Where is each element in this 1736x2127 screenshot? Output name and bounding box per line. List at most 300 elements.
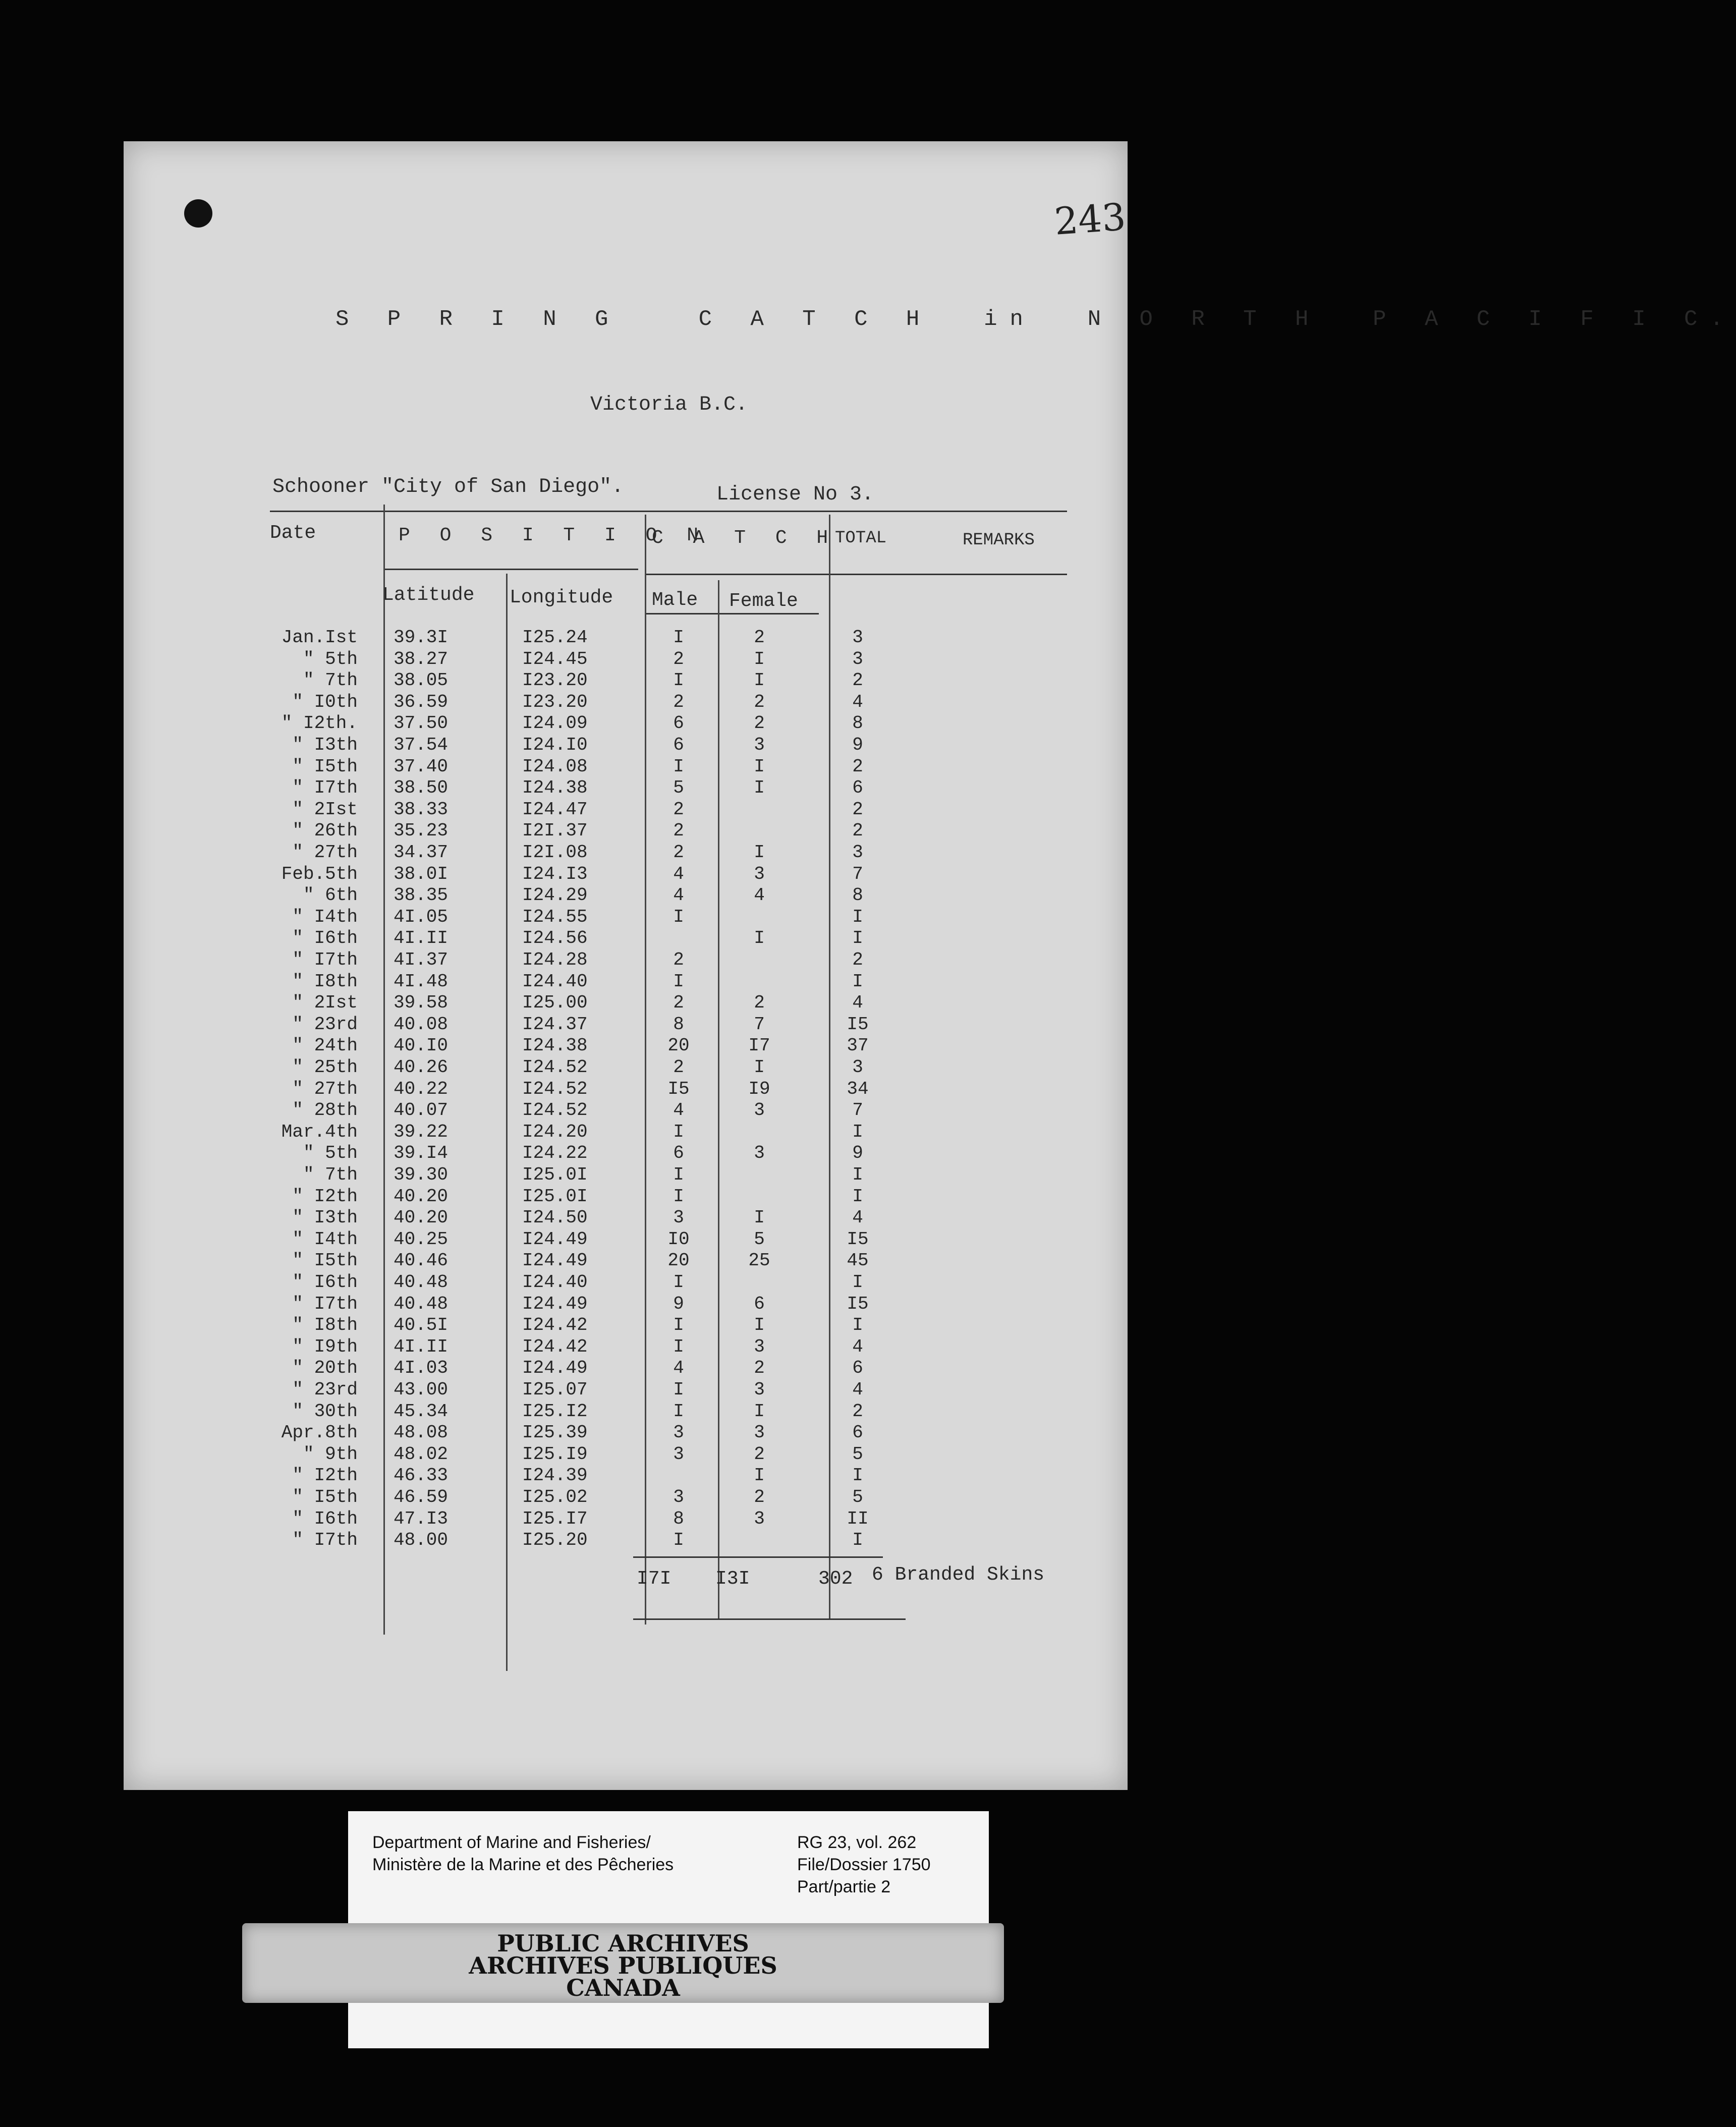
longitude-cell: I23.20 — [522, 691, 588, 712]
date-cell: " 5th — [303, 648, 358, 669]
female-cell: I — [754, 1401, 765, 1422]
total-cell: 8 — [852, 713, 863, 734]
female-cell: 3 — [754, 1508, 765, 1529]
latitude-cell: 40.22 — [394, 1078, 449, 1099]
date-cell: " I7th — [292, 1293, 358, 1314]
male-cell: 8 — [673, 1014, 684, 1035]
longitude-cell: I25.07 — [522, 1379, 588, 1400]
female-cell: 7 — [754, 1014, 765, 1035]
female-cell: 3 — [754, 735, 765, 755]
male-cell: I — [673, 627, 684, 648]
date-cell: " 30th — [292, 1401, 358, 1422]
female-cell: 2 — [754, 691, 765, 712]
latitude-cell: 38.35 — [394, 885, 449, 906]
latitude-cell: 40.I0 — [394, 1035, 449, 1056]
date-cell: " 7th — [303, 670, 358, 691]
male-cell: I — [673, 1186, 684, 1207]
longitude-cell: I24.38 — [522, 777, 588, 799]
table-row — [0, 1272, 1283, 1293]
stamp-line-1: PUBLIC ARCHIVES — [497, 1930, 749, 1957]
longitude-cell: I25.0I — [522, 1164, 588, 1185]
date-cell: " I6th — [292, 928, 358, 949]
male-cell: 5 — [673, 777, 684, 799]
male-cell: 3 — [673, 1422, 684, 1443]
longitude-cell: I2I.08 — [522, 842, 588, 863]
female-cell: 5 — [754, 1228, 765, 1250]
date-cell: " 6th — [303, 885, 358, 906]
male-cell: I — [673, 1121, 684, 1142]
male-cell: 4 — [673, 885, 684, 906]
date-cell: " I5th — [292, 1487, 358, 1507]
female-cell: I — [754, 777, 765, 799]
longitude-cell: I24.40 — [522, 971, 588, 992]
female-cell: I — [754, 1465, 765, 1486]
table-row — [0, 842, 1283, 863]
total-remarks: 6 Branded Skins — [872, 1564, 1045, 1586]
total-cell: 4 — [852, 992, 863, 1014]
longitude-cell: I24.42 — [522, 1315, 588, 1336]
part-number: Part/partie 2 — [797, 1877, 891, 1896]
latitude-cell: 45.34 — [394, 1401, 449, 1422]
longitude-cell: I24.52 — [522, 1057, 588, 1078]
latitude-cell: 48.00 — [394, 1530, 449, 1551]
date-cell: " I5th — [292, 756, 358, 777]
header-male: Male — [652, 589, 698, 611]
total-cell: I5 — [847, 1228, 869, 1250]
total-cell: 2 — [852, 949, 863, 970]
latitude-cell: 39.30 — [394, 1164, 449, 1185]
latitude-cell: 40.5I — [394, 1315, 449, 1336]
date-cell: " 23rd — [292, 1379, 358, 1400]
date-cell: " I8th — [292, 971, 358, 992]
total-cell: 3 — [852, 1057, 863, 1078]
female-cell: 2 — [754, 627, 765, 648]
female-cell: I — [754, 1207, 765, 1228]
female-cell: I — [754, 842, 765, 863]
longitude-cell: I2I.37 — [522, 820, 588, 842]
female-cell: 2 — [754, 713, 765, 734]
date-cell: " 26th — [292, 820, 358, 842]
header-date: Date — [270, 522, 316, 544]
total-cell: 37 — [847, 1035, 869, 1056]
table-row — [0, 1122, 1283, 1143]
total-cell: 4 — [852, 1207, 863, 1228]
latitude-cell: 38.33 — [394, 799, 449, 820]
female-cell: I — [754, 670, 765, 691]
latitude-cell: 40.48 — [394, 1272, 449, 1293]
male-cell: 9 — [673, 1293, 684, 1314]
table-row — [0, 756, 1283, 777]
latitude-cell: 40.26 — [394, 1057, 449, 1078]
header-catch: C A T C H — [652, 527, 837, 549]
male-cell: 2 — [673, 1057, 684, 1078]
longitude-cell: I25.I7 — [522, 1508, 588, 1529]
total-cell: I — [852, 1315, 863, 1336]
latitude-cell: 39.3I — [394, 627, 449, 648]
file-number: File/Dossier 1750 — [797, 1855, 931, 1874]
subheader-rule-catch — [645, 574, 1067, 575]
total-cell: 2 — [852, 670, 863, 691]
male-cell: 4 — [673, 1100, 684, 1121]
latitude-cell: 4I.37 — [394, 949, 449, 970]
longitude-cell: I25.0I — [522, 1186, 588, 1207]
female-cell: 3 — [754, 1379, 765, 1400]
total-cell: 3 — [852, 648, 863, 669]
total-cell: I — [852, 1530, 863, 1551]
total-cell: 4 — [852, 1336, 863, 1357]
male-cell: 2 — [673, 820, 684, 842]
place-line: Victoria B.C. — [590, 394, 748, 416]
latitude-cell: 46.59 — [394, 1487, 449, 1507]
female-cell: 25 — [748, 1250, 770, 1271]
longitude-cell: I24.49 — [522, 1358, 588, 1379]
latitude-cell: 38.05 — [394, 670, 449, 691]
longitude-cell: I23.20 — [522, 670, 588, 691]
stamp-line-2: ARCHIVES PUBLIQUES — [469, 1952, 777, 1979]
total-cell: 4 — [852, 691, 863, 712]
department-fr: Ministère de la Marine et des Pêcheries — [372, 1855, 674, 1874]
longitude-cell: I24.52 — [522, 1078, 588, 1099]
punch-hole — [184, 199, 212, 228]
date-cell: " I3th — [292, 735, 358, 755]
total-cell: 2 — [852, 756, 863, 777]
table-row — [0, 1336, 1283, 1358]
table-row — [0, 1358, 1283, 1379]
table-row — [0, 949, 1283, 971]
longitude-cell: I25.00 — [522, 992, 588, 1014]
longitude-cell: I24.42 — [522, 1336, 588, 1357]
male-cell: 2 — [673, 799, 684, 820]
table-row — [0, 820, 1283, 842]
table-top-rule — [270, 511, 1067, 512]
female-cell: 2 — [754, 1358, 765, 1379]
latitude-cell: 37.54 — [394, 735, 449, 755]
longitude-cell: I24.39 — [522, 1465, 588, 1486]
table-row — [0, 1465, 1283, 1486]
date-cell: " I4th — [292, 1228, 358, 1250]
latitude-cell: 34.37 — [394, 842, 449, 863]
latitude-cell: 40.07 — [394, 1100, 449, 1121]
male-cell: I — [673, 1401, 684, 1422]
latitude-cell: 46.33 — [394, 1465, 449, 1486]
female-cell: I — [754, 1315, 765, 1336]
male-cell: I — [673, 1530, 684, 1551]
longitude-cell: I24.50 — [522, 1207, 588, 1228]
total-cell: 6 — [852, 777, 863, 799]
longitude-cell: I25.39 — [522, 1422, 588, 1443]
latitude-cell: 39.58 — [394, 992, 449, 1014]
table-row — [0, 928, 1283, 949]
male-cell: I5 — [667, 1078, 690, 1099]
table-row — [0, 1164, 1283, 1186]
male-cell: 6 — [673, 1143, 684, 1164]
longitude-cell: I25.20 — [522, 1530, 588, 1551]
total-cell: 2 — [852, 1401, 863, 1422]
longitude-cell: I24.29 — [522, 885, 588, 906]
male-cell: I — [673, 1164, 684, 1185]
female-cell: 2 — [754, 1487, 765, 1507]
department-en: Department of Marine and Fisheries/ — [372, 1833, 651, 1852]
date-cell: " I8th — [292, 1315, 358, 1336]
record-group: RG 23, vol. 262 — [797, 1833, 917, 1852]
male-cell: 4 — [673, 863, 684, 884]
latitude-cell: 4I.48 — [394, 971, 449, 992]
male-cell: I — [673, 906, 684, 927]
table-row — [0, 885, 1283, 906]
table-row — [0, 670, 1283, 691]
total-cell: I — [852, 1465, 863, 1486]
date-cell: " I5th — [292, 1250, 358, 1271]
longitude-cell: I24.28 — [522, 949, 588, 970]
table-row — [0, 713, 1283, 734]
table-row — [0, 1294, 1283, 1315]
table-row — [0, 1100, 1283, 1121]
female-cell: I — [754, 648, 765, 669]
total-cell: 7 — [852, 863, 863, 884]
total-cell: 5 — [852, 1487, 863, 1507]
longitude-cell: I24.40 — [522, 1272, 588, 1293]
date-cell: " 27th — [292, 1078, 358, 1099]
longitude-cell: I25.02 — [522, 1487, 588, 1507]
date-cell: " I6th — [292, 1508, 358, 1529]
total-cell: I — [852, 1272, 863, 1293]
header-position: P O S I T I O N — [399, 525, 708, 546]
date-cell: " 2Ist — [292, 992, 358, 1014]
table-row — [0, 1508, 1283, 1530]
male-cell: 3 — [673, 1443, 684, 1465]
longitude-cell: I24.49 — [522, 1250, 588, 1271]
date-cell: " 23rd — [292, 1014, 358, 1035]
subheader-rule-position — [383, 569, 638, 570]
total-cell: 9 — [852, 1143, 863, 1164]
total-cell: 4 — [852, 1379, 863, 1400]
latitude-cell: 47.I3 — [394, 1508, 449, 1529]
longitude-cell: I25.I9 — [522, 1443, 588, 1465]
latitude-cell: 39.22 — [394, 1121, 449, 1142]
longitude-cell: I24.49 — [522, 1228, 588, 1250]
table-row — [0, 1079, 1283, 1100]
date-cell: " I4th — [292, 906, 358, 927]
date-cell: " 7th — [303, 1164, 358, 1185]
female-cell: I9 — [748, 1078, 770, 1099]
female-cell: 3 — [754, 863, 765, 884]
male-cell: I — [673, 1336, 684, 1357]
latitude-cell: 37.50 — [394, 713, 449, 734]
total-cell: I5 — [847, 1293, 869, 1314]
table-row — [0, 1315, 1283, 1336]
total-cell: 9 — [852, 735, 863, 755]
date-cell: Jan.Ist — [281, 627, 358, 648]
longitude-cell: I24.49 — [522, 1293, 588, 1314]
female-cell: 2 — [754, 1443, 765, 1465]
latitude-cell: 37.40 — [394, 756, 449, 777]
date-cell: " 5th — [303, 1143, 358, 1164]
table-row — [0, 1379, 1283, 1401]
date-cell: " I0th — [292, 691, 358, 712]
totals-top-rule — [633, 1556, 883, 1558]
male-cell: I — [673, 1379, 684, 1400]
female-cell: I — [754, 928, 765, 949]
date-cell: Feb.5th — [281, 863, 358, 884]
longitude-cell: I24.38 — [522, 1035, 588, 1056]
male-cell: I0 — [667, 1228, 690, 1250]
total-cell: I — [852, 1164, 863, 1185]
table-row — [0, 1444, 1283, 1465]
table-row — [0, 1250, 1283, 1271]
latitude-cell: 40.48 — [394, 1293, 449, 1314]
table-row — [0, 1143, 1283, 1164]
header-total: TOTAL — [835, 529, 887, 548]
total-cell: I — [852, 928, 863, 949]
catch-under-rule — [645, 613, 819, 614]
latitude-cell: 38.50 — [394, 777, 449, 799]
date-cell: " 28th — [292, 1100, 358, 1121]
female-cell: 3 — [754, 1143, 765, 1164]
total-cell: I — [852, 1186, 863, 1207]
longitude-cell: I24.08 — [522, 756, 588, 777]
latitude-cell: 40.08 — [394, 1014, 449, 1035]
total-cell: I — [852, 1121, 863, 1142]
male-cell: 20 — [667, 1250, 690, 1271]
table-row — [0, 692, 1283, 713]
longitude-cell: I25.24 — [522, 627, 588, 648]
date-cell: Mar.4th — [281, 1121, 358, 1142]
date-cell: " I7th — [292, 1530, 358, 1551]
male-cell: 2 — [673, 691, 684, 712]
total-cell: 3 — [852, 842, 863, 863]
total-cell: I — [852, 906, 863, 927]
header-female: Female — [729, 590, 798, 612]
latitude-cell: 40.20 — [394, 1186, 449, 1207]
male-cell: 3 — [673, 1487, 684, 1507]
total-cell: 6 — [852, 1422, 863, 1443]
longitude-cell: I24.I0 — [522, 735, 588, 755]
date-cell: " I3th — [292, 1207, 358, 1228]
table-row — [0, 992, 1283, 1014]
table-row — [0, 1035, 1283, 1056]
total-cell: 6 — [852, 1358, 863, 1379]
schooner-name: Schooner "City of San Diego". — [272, 476, 624, 498]
table-row — [0, 907, 1283, 928]
longitude-cell: I24.47 — [522, 799, 588, 820]
total-cell: 2 — [852, 820, 863, 842]
total-cell: 3 — [852, 627, 863, 648]
date-cell: " I2th — [292, 1465, 358, 1486]
header-latitude: Latitude — [382, 584, 475, 606]
longitude-cell: I24.09 — [522, 713, 588, 734]
latitude-cell: 39.I4 — [394, 1143, 449, 1164]
archive-department — [372, 1831, 674, 1876]
latitude-cell: 40.20 — [394, 1207, 449, 1228]
male-cell: 20 — [667, 1035, 690, 1056]
total-female: I3I — [715, 1568, 750, 1590]
latitude-cell: 36.59 — [394, 691, 449, 712]
longitude-cell: I25.I2 — [522, 1401, 588, 1422]
total-grand: 302 — [818, 1568, 853, 1590]
male-cell: 2 — [673, 842, 684, 863]
male-cell: I — [673, 756, 684, 777]
latitude-cell: 4I.II — [394, 1336, 449, 1357]
latitude-cell: 38.27 — [394, 648, 449, 669]
longitude-cell: I24.22 — [522, 1143, 588, 1164]
table-row — [0, 1401, 1283, 1422]
female-cell: 4 — [754, 885, 765, 906]
date-cell: " I9th — [292, 1336, 358, 1357]
table-row — [0, 1422, 1283, 1443]
table-row — [0, 777, 1283, 799]
longitude-cell: I24.20 — [522, 1121, 588, 1142]
date-cell: " I7th — [292, 777, 358, 799]
longitude-cell: I24.I3 — [522, 863, 588, 884]
total-cell: 5 — [852, 1443, 863, 1465]
table-row — [0, 971, 1283, 992]
date-cell: " 24th — [292, 1035, 358, 1056]
date-cell: " I2th. — [281, 713, 358, 734]
latitude-cell: 40.25 — [394, 1228, 449, 1250]
female-cell: 3 — [754, 1100, 765, 1121]
table-row — [0, 649, 1283, 670]
latitude-cell: 4I.II — [394, 928, 449, 949]
latitude-cell: 35.23 — [394, 820, 449, 842]
male-cell: 2 — [673, 949, 684, 970]
longitude-cell: I24.55 — [522, 906, 588, 927]
latitude-cell: 43.00 — [394, 1379, 449, 1400]
date-cell: " 9th — [303, 1443, 358, 1465]
latitude-cell: 38.0I — [394, 863, 449, 884]
longitude-cell: I24.45 — [522, 648, 588, 669]
table-row — [0, 799, 1283, 820]
female-cell: 2 — [754, 992, 765, 1014]
date-cell: " 25th — [292, 1057, 358, 1078]
male-cell: I — [673, 1315, 684, 1336]
page-number: 243 — [1053, 195, 1128, 244]
male-cell: 2 — [673, 648, 684, 669]
date-cell: " 2Ist — [292, 799, 358, 820]
female-cell: 6 — [754, 1293, 765, 1314]
male-cell: 6 — [673, 735, 684, 755]
male-cell: 2 — [673, 992, 684, 1014]
table-row — [0, 864, 1283, 885]
table-row — [0, 1229, 1283, 1250]
male-cell: 4 — [673, 1358, 684, 1379]
total-male: I7I — [637, 1568, 671, 1590]
female-cell: 3 — [754, 1422, 765, 1443]
date-cell: " I2th — [292, 1186, 358, 1207]
female-cell: I — [754, 1057, 765, 1078]
total-cell: II — [847, 1508, 869, 1529]
header-longitude: Longitude — [510, 587, 613, 608]
male-cell: I — [673, 971, 684, 992]
header-remarks: REMARKS — [963, 531, 1035, 550]
totals-bottom-rule — [633, 1618, 906, 1620]
total-cell: I — [852, 971, 863, 992]
latitude-cell: 48.02 — [394, 1443, 449, 1465]
table-row — [0, 627, 1283, 648]
date-cell: " I6th — [292, 1272, 358, 1293]
latitude-cell: 4I.05 — [394, 906, 449, 927]
female-cell: 3 — [754, 1336, 765, 1357]
table-row — [0, 1057, 1283, 1078]
table-row — [0, 1487, 1283, 1508]
date-cell: " 20th — [292, 1358, 358, 1379]
latitude-cell: 4I.03 — [394, 1358, 449, 1379]
license-number: License No 3. — [716, 483, 874, 506]
total-cell: 7 — [852, 1100, 863, 1121]
public-archives-stamp — [242, 1923, 1004, 2003]
latitude-cell: 48.08 — [394, 1422, 449, 1443]
table-row — [0, 1530, 1283, 1551]
longitude-cell: I24.52 — [522, 1100, 588, 1121]
